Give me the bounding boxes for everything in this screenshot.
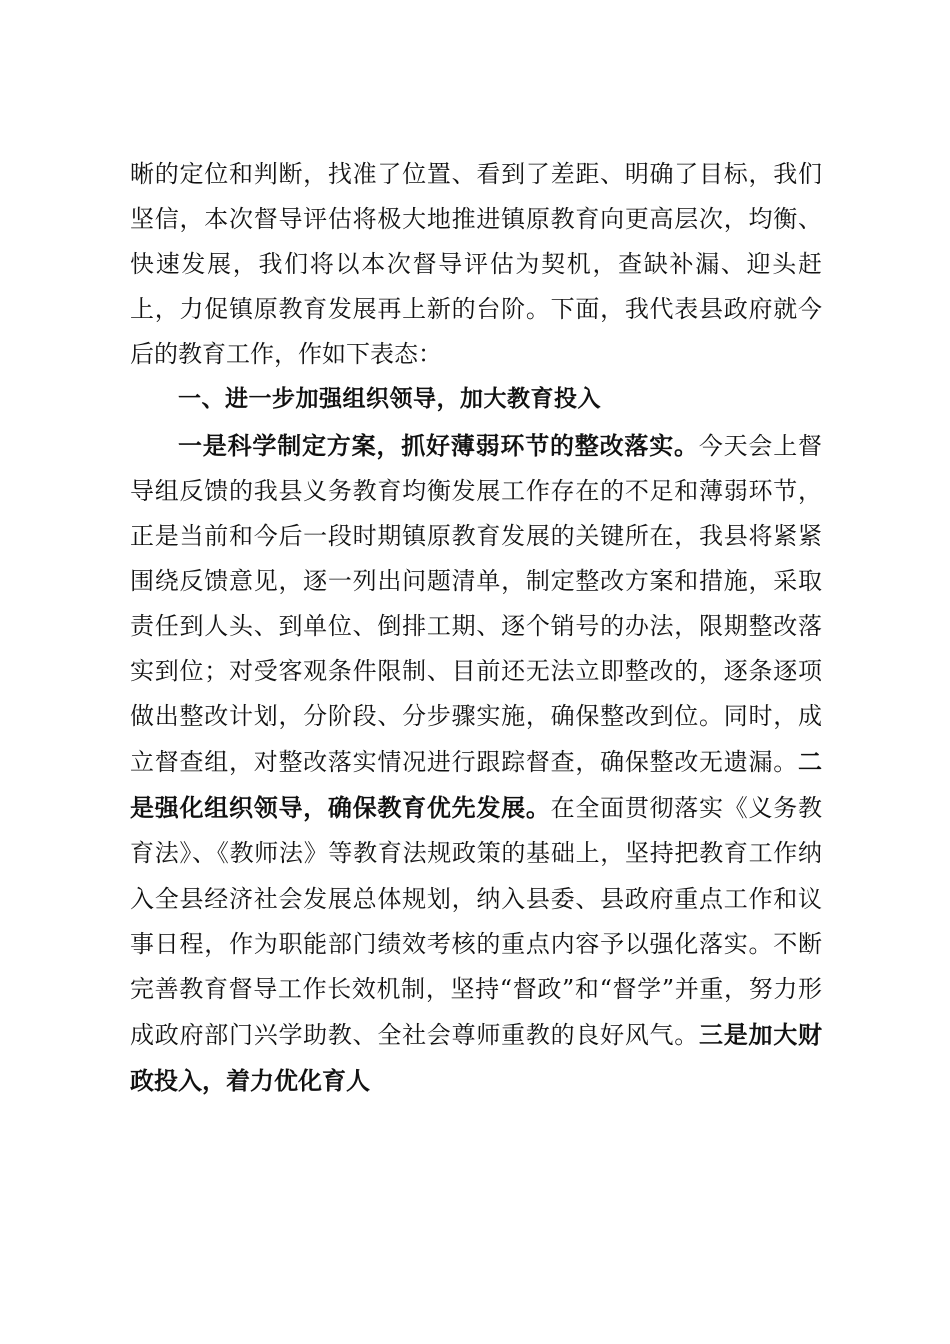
lead-sentence-1: 一是科学制定方案，抓好薄弱环节的整改落实。 xyxy=(178,430,699,460)
opening-paragraph: 晰的定位和判断，找准了位置、看到了差距、明确了目标，我们坚信，本次督导评估将极大地推进镇原教育向更高层次，均衡、快速发展，我们将以本次督导评估为契机，查缺补漏、迎头赶上，力促镇原教育发展再上新的台阶。下面，我代表县政府就今后的教育工作，作如下表态： xyxy=(130,160,822,369)
section-heading: 一、进一步加强组织领导，加大教育投入 xyxy=(178,386,601,413)
lead-sentence-3: 三是加大财政投入，着力优化育人 xyxy=(130,1019,823,1095)
document-body xyxy=(130,152,822,1104)
body-text-2: 在全面贯彻落实《义务教育法》、《教师法》等教育法规政策的基础上，坚持把教育工作纳入全县经济社会发展总体规划，纳入县委、县政府重点工作和议事日程，作为职能部门绩效考核的重点内容予以强化落实。不断完善教育督导工作长效机制，坚持“督政”和“督学”并重，努力形成政府部门兴学助教、全社会尊师重教的良好风气。 xyxy=(130,794,823,1049)
lead-sentence-2: 二是强化组织领导，确保教育优先发展。 xyxy=(130,747,822,823)
body-text-1: 今天会上督导组反馈的我县义务教育均衡发展工作存在的不足和薄弱环节，正是当前和今后一段时期镇原教育发展的关键所在，我县将紧紧围绕反馈意见，逐一列出问题清单，制定整改方案和措施，采取责任到人头、到单位、倒排工期、逐个销号的办法，限期整改落实到位；对受客观条件限制、目前还无法立即整改的，逐条逐项做出整改计划，分阶段、分步骤实施，确保整改到位。同时，成立督查组，对整改落实情况进行跟踪督查，确保整改无遗漏。 xyxy=(130,431,823,777)
main-paragraph xyxy=(130,423,822,1104)
